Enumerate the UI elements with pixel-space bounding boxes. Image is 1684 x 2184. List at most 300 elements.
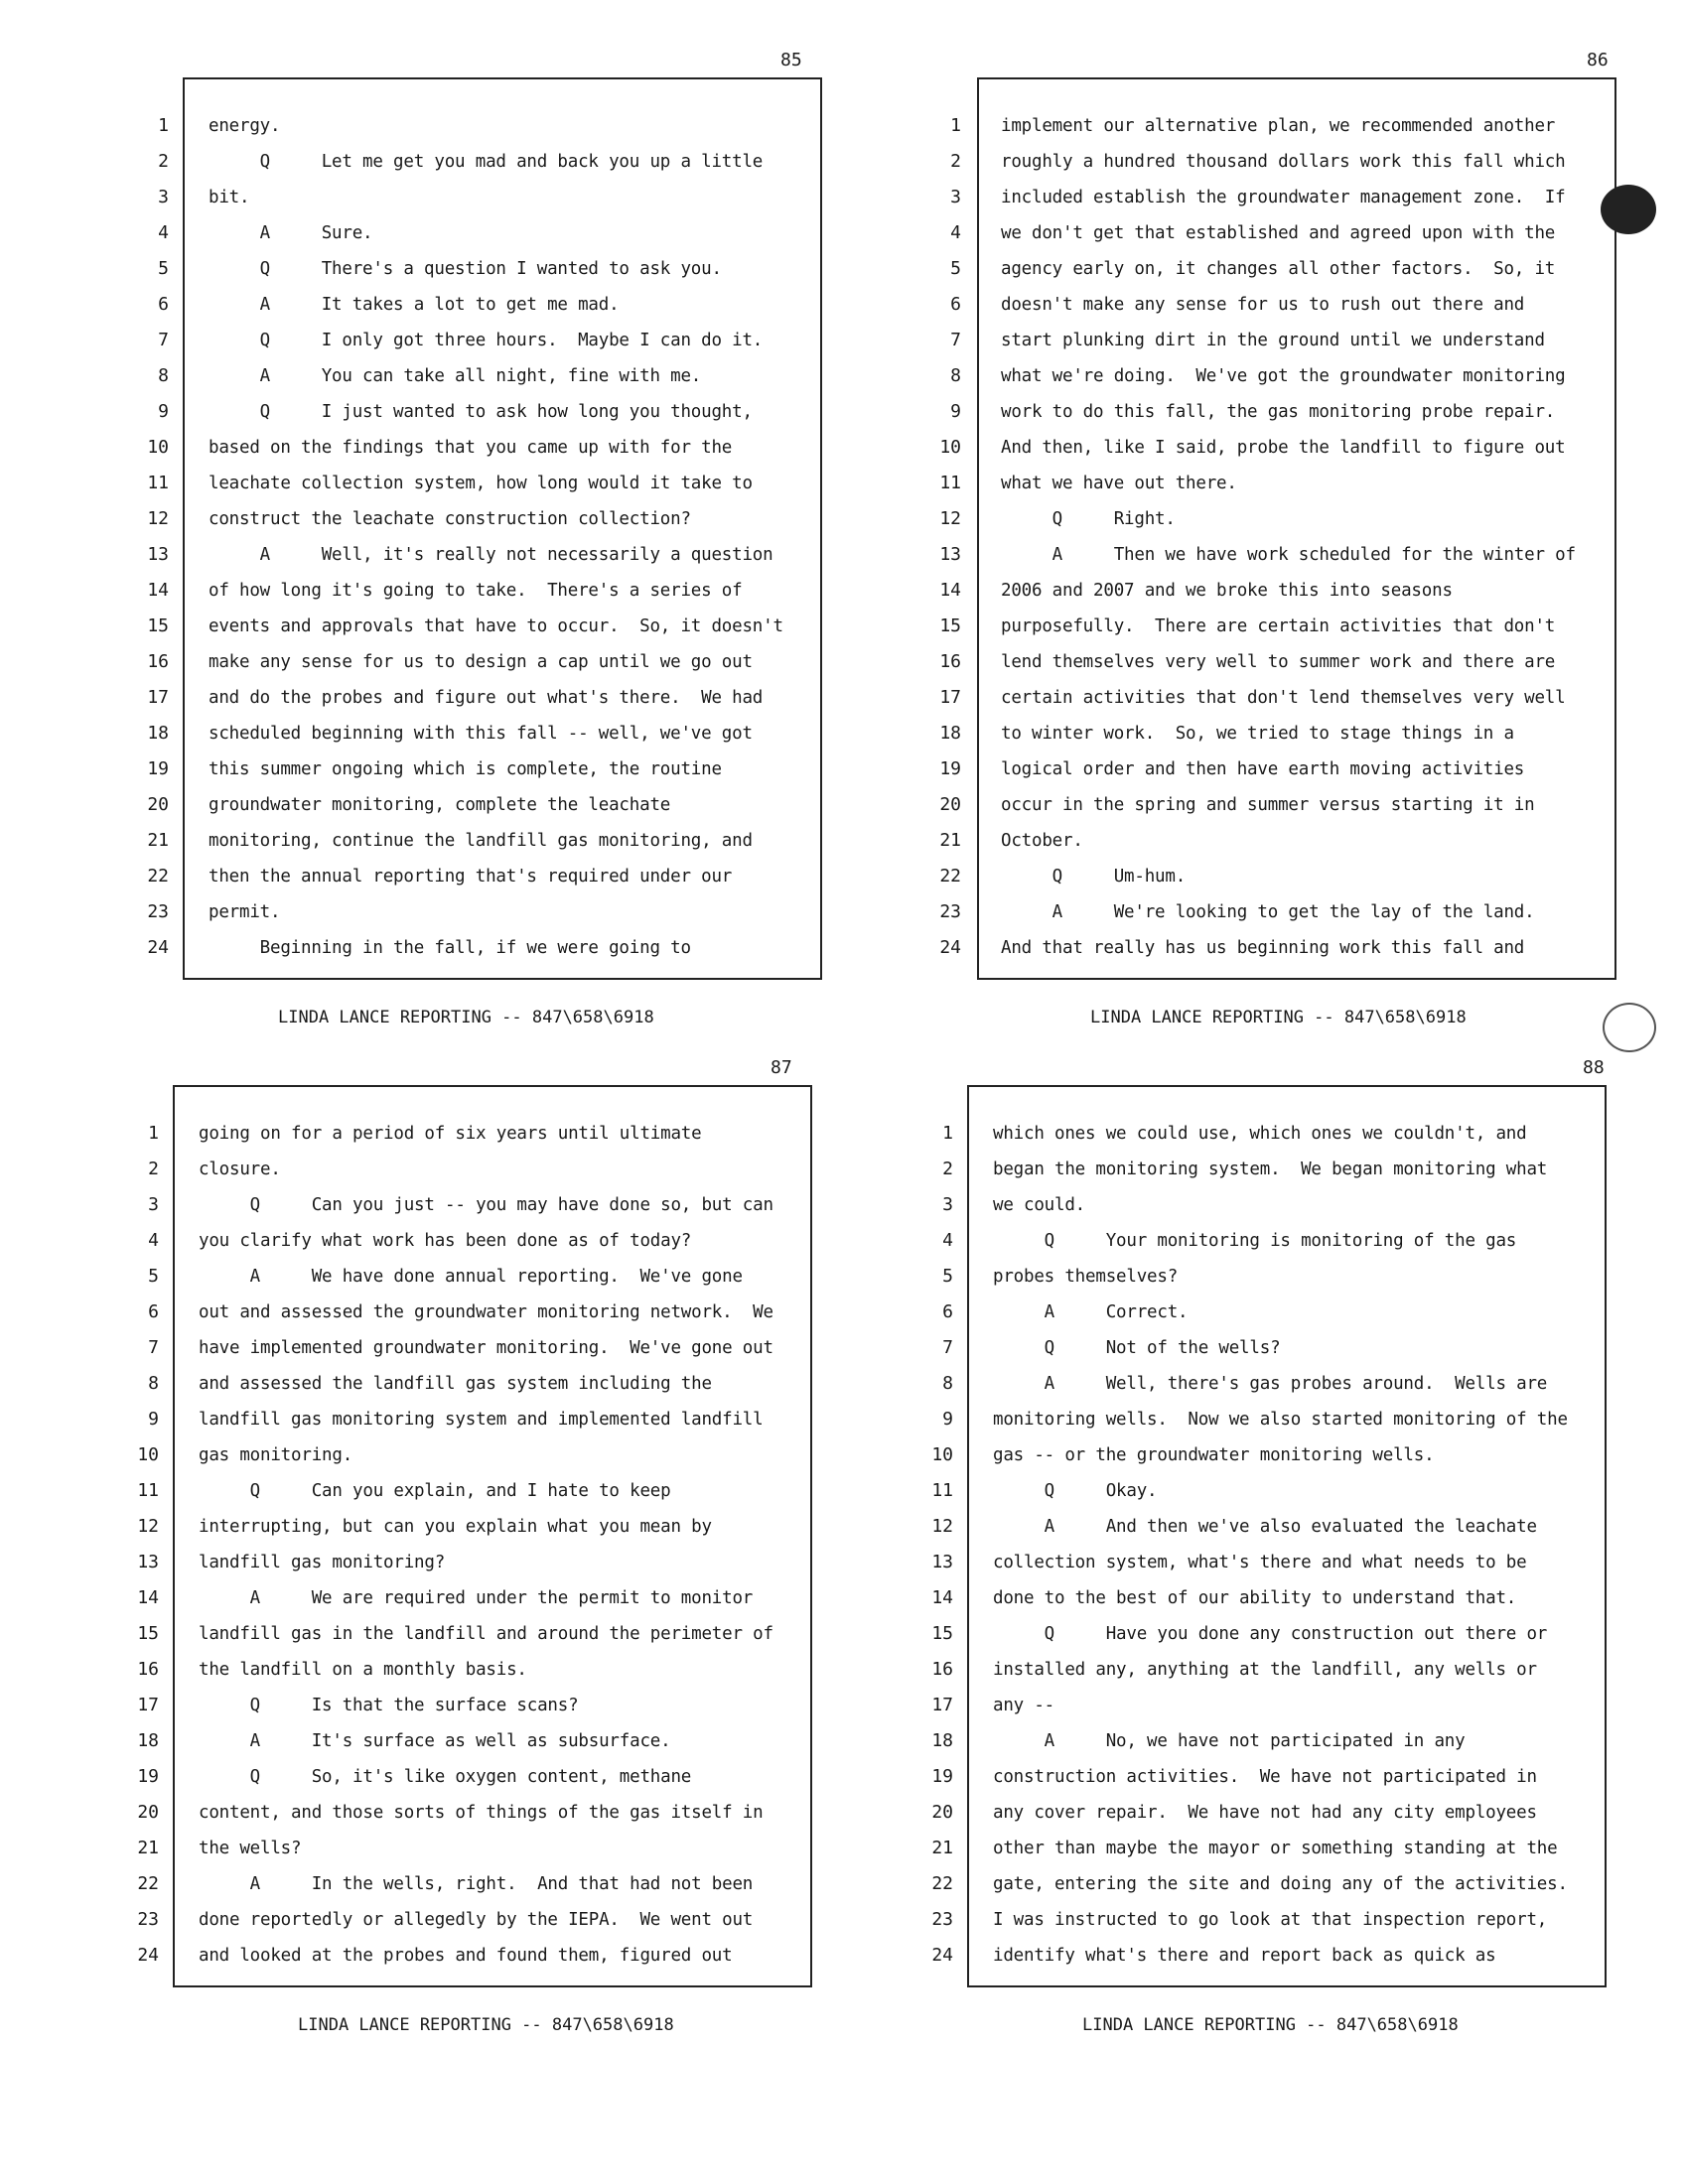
transcript-line xyxy=(109,1337,824,1373)
line-text: Q Is that the surface scans? xyxy=(199,1696,579,1715)
line-text: I was instructed to go look at that inspection report, xyxy=(993,1910,1548,1930)
line-text: start plunking dirt in the ground until we understand xyxy=(1001,331,1545,350)
transcript-line xyxy=(119,723,834,758)
line-number: 2 xyxy=(148,1159,159,1179)
line-number: 16 xyxy=(137,1659,159,1680)
line-number: 3 xyxy=(148,1194,159,1215)
transcript-line xyxy=(904,1659,1618,1695)
line-number: 13 xyxy=(939,544,961,565)
line-text: Q I only got three hours. Maybe I can do it. xyxy=(209,331,764,350)
line-text: A We have done annual reporting. We've gone xyxy=(199,1267,743,1287)
line-number: 24 xyxy=(137,1945,159,1966)
transcript-line xyxy=(912,651,1626,687)
line-text: then the annual reporting that's required under our xyxy=(209,867,733,887)
line-text: monitoring wells. Now we also started monitoring of the xyxy=(993,1410,1568,1430)
line-text: any -- xyxy=(993,1696,1055,1715)
line-text: A Sure. xyxy=(209,223,373,243)
transcript-line xyxy=(119,866,834,901)
transcript-line xyxy=(904,1194,1618,1230)
line-text: Q Right. xyxy=(1001,509,1176,529)
line-number: 18 xyxy=(939,723,961,744)
transcript-line xyxy=(904,1480,1618,1516)
line-text: installed any, anything at the landfill, any wells or xyxy=(993,1660,1537,1680)
transcript-line xyxy=(119,115,834,151)
line-number: 17 xyxy=(931,1695,953,1715)
line-number: 1 xyxy=(148,1123,159,1144)
line-number: 13 xyxy=(931,1552,953,1572)
line-number: 21 xyxy=(147,830,169,851)
line-number: 7 xyxy=(942,1337,953,1358)
line-text: And then, like I said, probe the landfill to figure out xyxy=(1001,438,1566,458)
line-number: 19 xyxy=(137,1766,159,1787)
line-number: 15 xyxy=(931,1623,953,1644)
line-number: 10 xyxy=(147,437,169,458)
line-number: 2 xyxy=(158,151,169,172)
line-number: 14 xyxy=(939,580,961,601)
transcript-line xyxy=(904,1587,1618,1623)
transcript-line xyxy=(904,1730,1618,1766)
line-number: 18 xyxy=(137,1730,159,1751)
line-text: Q Not of the wells? xyxy=(993,1338,1281,1358)
page-number: 88 xyxy=(1583,1057,1605,1078)
line-text: A And then we've also evaluated the leachate xyxy=(993,1517,1537,1537)
transcript-line xyxy=(109,1373,824,1409)
line-number: 15 xyxy=(137,1623,159,1644)
transcript-line xyxy=(109,1444,824,1480)
line-number: 22 xyxy=(939,866,961,887)
line-number: 19 xyxy=(147,758,169,779)
transcript-line xyxy=(912,401,1626,437)
line-number: 21 xyxy=(137,1838,159,1858)
transcript-line xyxy=(109,1230,824,1266)
page-footer: LINDA LANCE REPORTING -- 847\658\6918 xyxy=(278,1008,654,1027)
page-footer: LINDA LANCE REPORTING -- 847\658\6918 xyxy=(298,2015,674,2035)
transcript-line xyxy=(904,1123,1618,1159)
line-number: 22 xyxy=(931,1873,953,1894)
line-number: 17 xyxy=(137,1695,159,1715)
line-number: 5 xyxy=(942,1266,953,1287)
line-number: 9 xyxy=(950,401,961,422)
transcript-line xyxy=(904,1301,1618,1337)
transcript-line xyxy=(119,187,834,222)
line-text: A Well, it's really not necessarily a question xyxy=(209,545,773,565)
line-text: to winter work. So, we tried to stage things in a xyxy=(1001,724,1514,744)
transcript-line xyxy=(912,437,1626,473)
transcript-line xyxy=(119,651,834,687)
line-text: A Correct. xyxy=(993,1302,1189,1322)
line-text: Q So, it's like oxygen content, methane xyxy=(199,1767,692,1787)
line-number: 7 xyxy=(148,1337,159,1358)
page-footer: LINDA LANCE REPORTING -- 847\658\6918 xyxy=(1082,2015,1459,2035)
line-number: 4 xyxy=(942,1230,953,1251)
line-number: 4 xyxy=(148,1230,159,1251)
line-number: 3 xyxy=(158,187,169,207)
page-number: 87 xyxy=(771,1057,792,1078)
line-text: gate, entering the site and doing any of the activities. xyxy=(993,1874,1568,1894)
line-text: 2006 and 2007 and we broke this into seasons xyxy=(1001,581,1453,601)
line-text: landfill gas monitoring system and implemented landfill xyxy=(199,1410,764,1430)
line-number: 19 xyxy=(939,758,961,779)
line-text: make any sense for us to design a cap until we go out xyxy=(209,652,753,672)
transcript-page-88 xyxy=(904,1057,1684,2070)
line-text: what we have out there. xyxy=(1001,474,1237,493)
line-text: energy. xyxy=(209,116,281,136)
transcript-line xyxy=(912,473,1626,508)
line-number: 14 xyxy=(137,1587,159,1608)
line-number: 14 xyxy=(931,1587,953,1608)
transcript-line xyxy=(109,1409,824,1444)
line-text: which ones we could use, which ones we couldn't, and xyxy=(993,1124,1527,1144)
transcript-lines xyxy=(109,1123,824,1980)
transcript-line xyxy=(109,1838,824,1873)
line-number: 18 xyxy=(931,1730,953,1751)
line-number: 9 xyxy=(158,401,169,422)
line-number: 15 xyxy=(147,615,169,636)
line-text: other than maybe the mayor or something standing at the xyxy=(993,1839,1558,1858)
line-text: began the monitoring system. We began monitoring what xyxy=(993,1160,1548,1179)
line-text: A Well, there's gas probes around. Wells are xyxy=(993,1374,1548,1394)
transcript-lines xyxy=(119,115,834,973)
line-text: you clarify what work has been done as of today? xyxy=(199,1231,692,1251)
transcript-line xyxy=(109,1695,824,1730)
line-text: have implemented groundwater monitoring. We've gone out xyxy=(199,1338,773,1358)
line-number: 19 xyxy=(931,1766,953,1787)
line-text: landfill gas in the landfill and around the perimeter of xyxy=(199,1624,773,1644)
transcript-line xyxy=(912,830,1626,866)
transcript-line xyxy=(109,1659,824,1695)
line-number: 7 xyxy=(950,330,961,350)
line-number: 22 xyxy=(137,1873,159,1894)
line-text: Q I just wanted to ask how long you thought, xyxy=(209,402,753,422)
line-text: we could. xyxy=(993,1195,1086,1215)
line-number: 17 xyxy=(939,687,961,708)
line-text: October. xyxy=(1001,831,1083,851)
line-text: groundwater monitoring, complete the leachate xyxy=(209,795,671,815)
line-text: construction activities. We have not participated in xyxy=(993,1767,1537,1787)
line-text: done to the best of our ability to understand that. xyxy=(993,1588,1517,1608)
transcript-line xyxy=(912,544,1626,580)
transcript-page-87 xyxy=(109,1057,923,2070)
transcript-line xyxy=(119,365,834,401)
line-text: doesn't make any sense for us to rush out there and xyxy=(1001,295,1525,315)
line-number: 14 xyxy=(147,580,169,601)
transcript-line xyxy=(912,794,1626,830)
line-number: 20 xyxy=(939,794,961,815)
transcript-line xyxy=(119,901,834,937)
transcript-line xyxy=(904,1873,1618,1909)
transcript-line xyxy=(904,1159,1618,1194)
transcript-line xyxy=(119,294,834,330)
line-number: 21 xyxy=(931,1838,953,1858)
line-number: 8 xyxy=(942,1373,953,1394)
line-number: 23 xyxy=(931,1909,953,1930)
line-number: 8 xyxy=(148,1373,159,1394)
line-number: 16 xyxy=(939,651,961,672)
transcript-page-86 xyxy=(912,50,1684,1062)
line-number: 4 xyxy=(158,222,169,243)
line-text: and do the probes and figure out what's there. We had xyxy=(209,688,764,708)
line-number: 12 xyxy=(147,508,169,529)
line-number: 6 xyxy=(158,294,169,315)
line-number: 16 xyxy=(931,1659,953,1680)
transcript-line xyxy=(912,615,1626,651)
transcript-line xyxy=(109,1480,824,1516)
transcript-line xyxy=(912,151,1626,187)
line-number: 11 xyxy=(939,473,961,493)
transcript-line xyxy=(904,1337,1618,1373)
line-text: Q Let me get you mad and back you up a little xyxy=(209,152,764,172)
transcript-lines xyxy=(912,115,1626,973)
line-text: permit. xyxy=(209,902,281,922)
line-text: the landfill on a monthly basis. xyxy=(199,1660,527,1680)
line-number: 10 xyxy=(939,437,961,458)
line-text: occur in the spring and summer versus starting it in xyxy=(1001,795,1535,815)
transcript-line xyxy=(109,1623,824,1659)
line-text: construct the leachate construction collection? xyxy=(209,509,691,529)
line-text: A It takes a lot to get me mad. xyxy=(209,295,620,315)
transcript-line xyxy=(904,1945,1618,1980)
line-text: monitoring, continue the landfill gas monitoring, and xyxy=(209,831,753,851)
transcript-line xyxy=(912,901,1626,937)
line-number: 24 xyxy=(931,1945,953,1966)
line-text: out and assessed the groundwater monitoring network. We xyxy=(199,1302,773,1322)
line-text: Q Can you just -- you may have done so, but can xyxy=(199,1195,773,1215)
hole-punch-mark xyxy=(1601,185,1656,234)
line-text: scheduled beginning with this fall -- well, we've got xyxy=(209,724,753,744)
line-number: 10 xyxy=(931,1444,953,1465)
line-number: 7 xyxy=(158,330,169,350)
line-text: any cover repair. We have not had any city employees xyxy=(993,1803,1537,1823)
line-number: 8 xyxy=(950,365,961,386)
line-text: lend themselves very well to summer work and there are xyxy=(1001,652,1556,672)
line-number: 13 xyxy=(137,1552,159,1572)
transcript-line xyxy=(109,1802,824,1838)
line-number: 5 xyxy=(950,258,961,279)
transcript-line xyxy=(119,330,834,365)
line-number: 21 xyxy=(939,830,961,851)
transcript-line xyxy=(119,258,834,294)
line-text: of how long it's going to take. There's a series of xyxy=(209,581,743,601)
transcript-line xyxy=(119,580,834,615)
line-text: purposefully. There are certain activities that don't xyxy=(1001,616,1556,636)
line-text: A It's surface as well as subsurface. xyxy=(199,1731,671,1751)
transcript-line xyxy=(119,937,834,973)
line-text: Q Can you explain, and I hate to keep xyxy=(199,1481,671,1501)
line-number: 24 xyxy=(147,937,169,958)
line-text: A Then we have work scheduled for the winter of xyxy=(1001,545,1576,565)
line-text: interrupting, but can you explain what you mean by xyxy=(199,1517,712,1537)
transcript-lines xyxy=(904,1123,1618,1980)
line-text: A In the wells, right. And that had not been xyxy=(199,1874,754,1894)
transcript-line xyxy=(904,1766,1618,1802)
line-text: A You can take all night, fine with me. xyxy=(209,366,702,386)
line-text: A We are required under the permit to monitor xyxy=(199,1588,754,1608)
transcript-line xyxy=(119,615,834,651)
line-number: 15 xyxy=(939,615,961,636)
line-number: 9 xyxy=(148,1409,159,1430)
line-text: we don't get that established and agreed upon with the xyxy=(1001,223,1556,243)
line-text: implement our alternative plan, we recommended another xyxy=(1001,116,1556,136)
line-number: 3 xyxy=(942,1194,953,1215)
line-number: 23 xyxy=(137,1909,159,1930)
line-number: 18 xyxy=(147,723,169,744)
transcript-page-85 xyxy=(119,50,933,1062)
transcript-line xyxy=(119,437,834,473)
transcript-line xyxy=(912,508,1626,544)
line-number: 8 xyxy=(158,365,169,386)
transcript-line xyxy=(912,866,1626,901)
line-text: done reportedly or allegedly by the IEPA. We went out xyxy=(199,1910,754,1930)
line-number: 12 xyxy=(931,1516,953,1537)
line-text: leachate collection system, how long would it take to xyxy=(209,474,753,493)
transcript-line xyxy=(119,473,834,508)
transcript-line xyxy=(912,330,1626,365)
line-text: closure. xyxy=(199,1160,281,1179)
line-number: 20 xyxy=(147,794,169,815)
transcript-line xyxy=(904,1552,1618,1587)
line-number: 12 xyxy=(137,1516,159,1537)
line-number: 6 xyxy=(950,294,961,315)
line-text: bit. xyxy=(209,188,250,207)
transcript-line xyxy=(904,1409,1618,1444)
line-number: 5 xyxy=(158,258,169,279)
line-text: A No, we have not participated in any xyxy=(993,1731,1466,1751)
transcript-line xyxy=(109,1266,824,1301)
transcript-line xyxy=(912,937,1626,973)
transcript-line xyxy=(904,1838,1618,1873)
page-footer: LINDA LANCE REPORTING -- 847\658\6918 xyxy=(1090,1008,1467,1027)
transcript-line xyxy=(904,1230,1618,1266)
line-text: going on for a period of six years until ultimate xyxy=(199,1124,702,1144)
transcript-line xyxy=(119,544,834,580)
transcript-line xyxy=(119,401,834,437)
transcript-line xyxy=(912,580,1626,615)
transcript-line xyxy=(109,1945,824,1980)
transcript-line xyxy=(904,1266,1618,1301)
line-text: Q Have you done any construction out there or xyxy=(993,1624,1548,1644)
line-text: Q Your monitoring is monitoring of the gas xyxy=(993,1231,1517,1251)
line-text: what we're doing. We've got the groundwater monitoring xyxy=(1001,366,1566,386)
line-text: and assessed the landfill gas system including the xyxy=(199,1374,712,1394)
line-text: probes themselves? xyxy=(993,1267,1179,1287)
line-text: gas -- or the groundwater monitoring wells. xyxy=(993,1445,1435,1465)
transcript-line xyxy=(119,794,834,830)
line-number: 24 xyxy=(939,937,961,958)
line-number: 17 xyxy=(147,687,169,708)
line-text: identify what's there and report back as quick as xyxy=(993,1946,1496,1966)
line-text: Beginning in the fall, if we were going to xyxy=(209,938,691,958)
transcript-line xyxy=(912,758,1626,794)
line-text: certain activities that don't lend themselves very well xyxy=(1001,688,1566,708)
line-text: Q Okay. xyxy=(993,1481,1158,1501)
transcript-line xyxy=(904,1695,1618,1730)
transcript-line xyxy=(912,687,1626,723)
transcript-line xyxy=(109,1516,824,1552)
transcript-line xyxy=(912,187,1626,222)
transcript-line xyxy=(904,1516,1618,1552)
line-number: 20 xyxy=(931,1802,953,1823)
transcript-line xyxy=(912,222,1626,258)
transcript-line xyxy=(904,1444,1618,1480)
line-text: included establish the groundwater management zone. If xyxy=(1001,188,1566,207)
transcript-line xyxy=(109,1909,824,1945)
transcript-line xyxy=(912,115,1626,151)
transcript-line xyxy=(119,830,834,866)
line-text: collection system, what's there and what needs to be xyxy=(993,1553,1527,1572)
transcript-line xyxy=(912,723,1626,758)
line-text: A We're looking to get the lay of the land. xyxy=(1001,902,1535,922)
page-number: 86 xyxy=(1587,50,1609,70)
line-number: 4 xyxy=(950,222,961,243)
line-number: 11 xyxy=(137,1480,159,1501)
transcript-line xyxy=(904,1373,1618,1409)
transcript-line xyxy=(904,1802,1618,1838)
line-text: Q There's a question I wanted to ask you. xyxy=(209,259,722,279)
line-text: logical order and then have earth moving activities xyxy=(1001,759,1525,779)
line-number: 11 xyxy=(147,473,169,493)
line-number: 2 xyxy=(942,1159,953,1179)
transcript-line xyxy=(912,365,1626,401)
page-number: 85 xyxy=(780,50,802,70)
transcript-line xyxy=(119,222,834,258)
line-number: 22 xyxy=(147,866,169,887)
line-number: 11 xyxy=(931,1480,953,1501)
transcript-line xyxy=(109,1552,824,1587)
transcript-line xyxy=(119,151,834,187)
line-number: 9 xyxy=(942,1409,953,1430)
line-text: based on the findings that you came up with for the xyxy=(209,438,733,458)
line-text: work to do this fall, the gas monitoring probe repair. xyxy=(1001,402,1556,422)
line-number: 23 xyxy=(939,901,961,922)
line-number: 12 xyxy=(939,508,961,529)
line-text: events and approvals that have to occur. So, it doesn't xyxy=(209,616,783,636)
line-number: 6 xyxy=(942,1301,953,1322)
line-number: 6 xyxy=(148,1301,159,1322)
line-text: content, and those sorts of things of the gas itself in xyxy=(199,1803,764,1823)
line-number: 23 xyxy=(147,901,169,922)
transcript-line xyxy=(904,1623,1618,1659)
transcript-line xyxy=(109,1194,824,1230)
line-text: this summer ongoing which is complete, the routine xyxy=(209,759,722,779)
transcript-line xyxy=(904,1909,1618,1945)
hole-punch-mark xyxy=(1603,1003,1656,1052)
transcript-line xyxy=(109,1159,824,1194)
line-text: the wells? xyxy=(199,1839,302,1858)
transcript-line xyxy=(109,1873,824,1909)
transcript-line xyxy=(119,508,834,544)
line-text: agency early on, it changes all other factors. So, it xyxy=(1001,259,1556,279)
line-text: And that really has us beginning work this fall and xyxy=(1001,938,1525,958)
transcript-line xyxy=(912,258,1626,294)
line-text: landfill gas monitoring? xyxy=(199,1553,446,1572)
line-number: 1 xyxy=(950,115,961,136)
line-text: roughly a hundred thousand dollars work this fall which xyxy=(1001,152,1566,172)
transcript-line xyxy=(109,1301,824,1337)
line-number: 20 xyxy=(137,1802,159,1823)
line-number: 1 xyxy=(158,115,169,136)
transcript-line xyxy=(109,1587,824,1623)
transcript-line xyxy=(119,687,834,723)
transcript-line xyxy=(109,1766,824,1802)
line-text: and looked at the probes and found them, figured out xyxy=(199,1946,733,1966)
line-number: 5 xyxy=(148,1266,159,1287)
line-text: gas monitoring. xyxy=(199,1445,353,1465)
line-number: 1 xyxy=(942,1123,953,1144)
transcript-line xyxy=(109,1123,824,1159)
transcript-line xyxy=(119,758,834,794)
line-number: 13 xyxy=(147,544,169,565)
line-number: 2 xyxy=(950,151,961,172)
